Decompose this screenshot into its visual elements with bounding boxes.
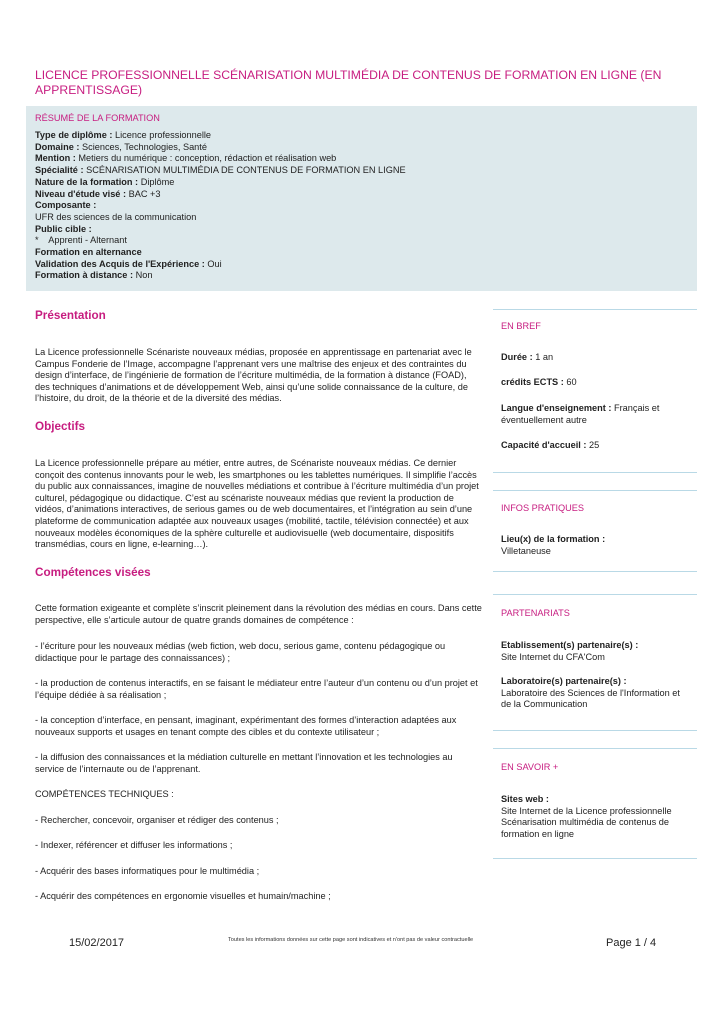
langue-value: Français et éventuellement autre <box>501 403 660 425</box>
sidebar-separator <box>493 490 697 491</box>
distance-label: Formation à distance : <box>35 270 134 281</box>
competences-item-interface: - la conception d’interface, en pensant, imaginant, expérimentant des formes d’interaction adaptées aux nouveaux supports et usages en tenant compte des cibles et du contexte utilisateur ; <box>35 715 457 737</box>
etab-value[interactable]: Site Internet du CFA'Com <box>501 651 605 662</box>
resume-heading: RÉSUMÉ DE LA FORMATION <box>35 113 160 123</box>
presentation-text: La Licence professionnelle Scénariste nouveaux médias, proposée en apprentissage en partenariat avec le Campus Fonderie de l’Image, accompagne l’apprenant vers une maîtrise des enjeux et des contraintes du design d’interface, de l’ingénierie de formation de l’écriture multimédia, de la formation à distance (FOAD), des techniques d’animations et de développement Web, ainsi qu’une solide connaissance de la culture, de l’histoire, du droit, de la théorie et de la diversité des médias. <box>35 347 472 404</box>
savoir-heading: EN SAVOIR + <box>501 762 559 772</box>
resume-vae <box>35 259 406 271</box>
footer-date: 15/02/2017 <box>69 937 125 949</box>
competences-tech-item-1: - Rechercher, concevoir, organiser et rédiger des contenus ; <box>35 815 279 825</box>
capacite-value: 25 <box>588 440 600 450</box>
sites-label: Sites web : <box>501 794 549 804</box>
mention-label: Mention : <box>35 153 76 164</box>
sidebar-separator <box>493 472 697 473</box>
sidebar-separator <box>493 748 697 749</box>
objectifs-text: La Licence professionnelle prépare au métier, entre autres, de Scénariste nouveaux médias. Ce dernier conçoit des contenus innovants pour le web, les smartphones ou les tablettes numériques. Il simplifie l’accès du public aux connaissances, imagine de nouvelles médiations et contribue à l’écriture multimédia d’un projet culturel, pédagogique ou didactique. C’est au scénariste nouveaux médias que revient la production de vidéos, d’animations interactives, de serious games ou de web documentaires, et l’intégration au sein d’une plateforme de communication adaptée aux nouveaux usages (mobilité, tactile, télévision connectée) et aux nouveaux modèles économiques de la sphère culturelle et audiovisuelle (web documentaire, dispositifs transmédias, cours en ligne, e-learning…). <box>35 458 479 550</box>
type-label: Type de diplôme : <box>35 130 113 140</box>
capacite-label: Capacité d'accueil : <box>501 440 587 450</box>
resume-public <box>35 224 406 236</box>
lieu-value: Villetaneuse <box>501 545 551 556</box>
page-number: Page 1 / 4 <box>606 937 657 949</box>
specialite-value: SCÉNARISATION MULTIMÉDIA DE CONTENUS DE FORMATION EN LIGNE <box>86 165 406 176</box>
niveau-value: BAC +3 <box>128 188 161 199</box>
competences-item-diffusion: - la diffusion des connaissances et la médiation culturelle en mettant l’innovation et les technologies au service de l’internaute ou de l’apprenant. <box>35 752 453 774</box>
competences-tech-item-3: - Acquérir des bases informatiques pour le multimédia ; <box>35 866 260 876</box>
composante-label: Composante : <box>35 200 97 211</box>
domaine-label: Domaine : <box>35 141 80 152</box>
resume-rows <box>35 130 406 282</box>
etablissement <box>501 640 691 663</box>
resume-nature <box>35 177 406 189</box>
lieu-label: Lieu(x) de la formation : <box>501 534 606 544</box>
page-title: LICENCE PROFESSIONNELLE SCÉNARISATION MULTIMÉDIA DE CONTENUS DE FORMATION EN LIGNE (EN APPRENTISSAGE) <box>35 68 662 97</box>
distance-value: Non <box>135 270 153 281</box>
vae-label: Validation des Acquis de l'Expérience : <box>35 258 205 269</box>
capacite <box>501 440 691 452</box>
competences-item-ecriture: - l’écriture pour les nouveaux médias (web fiction, web docu, serious game, contenu pédagogique ou didactique pour le partage des connaissances) ; <box>35 641 446 663</box>
domaine-value: Sciences, Technologies, Santé <box>81 141 207 152</box>
competences-tech-item-2: - Indexer, référencer et diffuser les informations ; <box>35 840 233 850</box>
type-value: Licence professionnelle <box>114 130 212 140</box>
sidebar-separator <box>493 594 697 595</box>
resume-niveau <box>35 189 406 201</box>
ects <box>501 377 691 389</box>
competences-item-production: - la production de contenus interactifs, en se faisant le médiateur entre l’auteur d’un contenu ou d’un projet et l’équipe dédiée à sa réalisation ; <box>35 678 478 700</box>
niveau-label: Niveau d'étude visé : <box>35 188 127 199</box>
resume-specialite <box>35 165 406 177</box>
ects-value: 60 <box>566 377 577 387</box>
nature-value: Diplôme <box>140 176 175 187</box>
sidebar-separator <box>493 571 697 572</box>
sites-web <box>501 794 691 840</box>
alternance-label: Formation en alternance <box>35 247 142 258</box>
labo-value[interactable]: Laboratoire des Sciences de l'Information et de la Communication <box>501 687 680 710</box>
public-value: * Apprenti - Alternant <box>35 235 127 246</box>
bref-heading: EN BREF <box>501 321 541 331</box>
resume-type <box>35 130 406 142</box>
competences-tech-item-4: - Acquérir des compétences en ergonomie visuelles et humain/machine ; <box>35 891 331 901</box>
specialite-label: Spécialité : <box>35 165 84 176</box>
labo-label: Laboratoire(s) partenaire(s) : <box>501 676 627 686</box>
mention-value: Metiers du numérique : conception, rédaction et réalisation web <box>78 153 337 164</box>
resume-box <box>26 106 697 291</box>
vae-value: Oui <box>207 258 222 269</box>
sites-value[interactable]: Site Internet de la Licence professionnelle Scénarisation multimédia de contenus de formation en ligne <box>501 805 672 839</box>
resume-distance <box>35 270 406 282</box>
resume-alternance <box>35 247 406 259</box>
nature-label: Nature de la formation : <box>35 176 139 187</box>
sidebar-separator <box>493 309 697 310</box>
ects-label: crédits ECTS : <box>501 377 564 387</box>
duree-value: 1 an <box>535 352 554 362</box>
footer-disclaimer: Toutes les informations données sur cette page sont indicatives et n'ont pas de valeur contractuelle <box>228 937 474 943</box>
competences-intro: Cette formation exigeante et complète s’inscrit pleinement dans la révolution des médias en cours. Dans cette perspective, elle s’articule autour de quatre grands domaines de compétence : <box>35 603 482 625</box>
lieu <box>501 534 691 557</box>
sidebar-separator <box>493 730 697 731</box>
competences-heading: Compétences visées <box>35 566 151 579</box>
composante-value: UFR des sciences de la communication <box>35 211 197 222</box>
presentation-heading: Présentation <box>35 309 106 322</box>
duree-label: Durée : <box>501 352 533 362</box>
etab-label: Etablissement(s) partenaire(s) : <box>501 640 639 650</box>
resume-domaine <box>35 142 406 154</box>
langue-label: Langue d'enseignement : <box>501 403 612 413</box>
resume-composante <box>35 200 406 212</box>
resume-mention <box>35 153 406 165</box>
partenariats-heading: PARTENARIATS <box>501 608 570 618</box>
infos-heading: INFOS PRATIQUES <box>501 503 585 513</box>
sidebar-separator <box>493 858 697 859</box>
competences-techniques-heading: COMPÉTENCES TECHNIQUES : <box>35 789 174 799</box>
duree <box>501 352 691 364</box>
public-label: Public cible : <box>35 223 92 234</box>
objectifs-heading: Objectifs <box>35 420 86 433</box>
langue <box>501 403 691 426</box>
laboratoire <box>501 676 691 711</box>
